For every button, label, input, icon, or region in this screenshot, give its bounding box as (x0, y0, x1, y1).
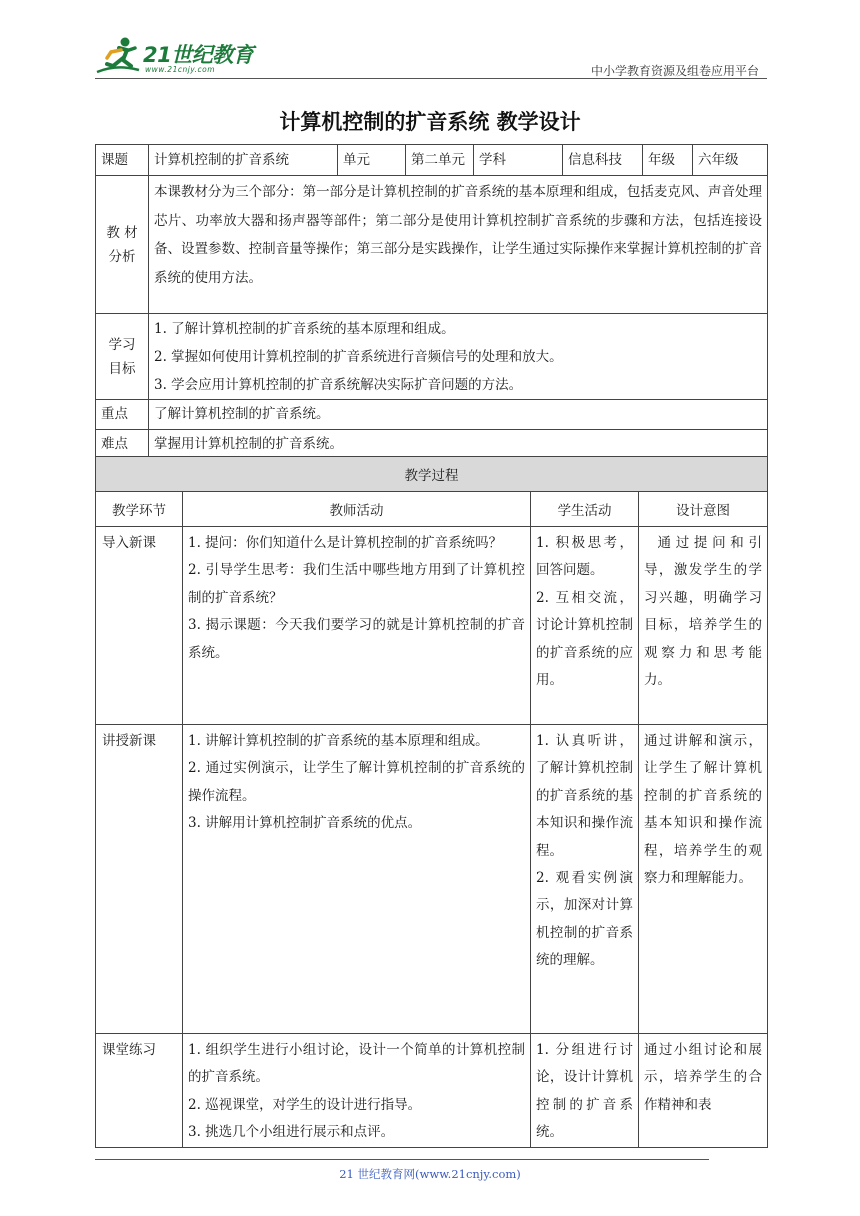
teaching-process-table (95, 456, 768, 1148)
student-activity (531, 527, 639, 725)
goal-item: 3. 学会应用计算机控制的扩音系统解决实际扩音问题的方法。 (154, 377, 523, 393)
student-activity (531, 725, 639, 1034)
grade-value: 六年级 (693, 145, 768, 176)
goal-item: 2. 掌握如何使用计算机控制的扩音系统进行音频信号的处理和放大。 (154, 349, 563, 365)
column-header-stage: 教学环节 (96, 492, 183, 527)
student-activity (531, 1034, 639, 1148)
activity-item: 1. 提问：你们知道什么是计算机控制的扩音系统吗？ (188, 535, 503, 551)
column-header-teacher: 教师活动 (183, 492, 531, 527)
goal-item: 1. 了解计算机控制的扩音系统的基本原理和组成。 (154, 321, 455, 337)
process-band-header: 教学过程 (96, 457, 768, 492)
subject-value: 信息科技 (563, 145, 643, 176)
table-row (96, 725, 768, 1034)
activity-item: 1. 讲解计算机控制的扩音系统的基本原理和组成。 (188, 733, 489, 749)
activity-item: 1. 组织学生进行小组讨论，设计一个简单的计算机控制的扩音系统。 (188, 1042, 525, 1086)
activity-item: 2. 通过实例演示，让学生了解计算机控制的扩音系统的操作流程。 (188, 760, 525, 804)
stage-name: 课堂练习 (96, 1034, 183, 1148)
activity-item: 3. 揭示课题：今天我们要学习的就是计算机控制的扩音系统。 (188, 617, 525, 661)
grade-label: 年级 (643, 145, 693, 176)
activity-item: 2. 巡视课堂，对学生的设计进行指导。 (188, 1096, 422, 1113)
activity-item: 3. 讲解用计算机控制扩音系统的优点。 (188, 815, 422, 832)
table-row (96, 1034, 768, 1148)
runner-logo-icon (95, 36, 141, 76)
teacher-activity (183, 725, 531, 1034)
teacher-activity (183, 527, 531, 725)
activity-item: 1. 认真听讲，了解计算机控制的扩音系统的基本知识和操作流程。 (536, 733, 633, 859)
activity-item: 2. 引导学生思考：我们生活中哪些地方用到了计算机控制的扩音系统？ (188, 562, 525, 606)
activity-item: 2. 观看实例演示，加深对计算机控制的扩音系统的理解。 (536, 870, 633, 969)
stage-name: 讲授新课 (96, 725, 183, 1034)
key-point-label: 重点 (96, 400, 149, 430)
page-header (95, 30, 767, 80)
platform-name: 中小学教育资源及组卷应用平台 (590, 64, 759, 78)
material-label: 教 材 分析 (96, 176, 149, 314)
column-header-student: 学生活动 (531, 492, 639, 527)
activity-item: 2. 互相交流，讨论计算机控制的扩音系统的应用。 (536, 589, 633, 689)
course-info-table (95, 144, 768, 459)
document-title: 计算机控制的扩音系统 教学设计 (279, 110, 581, 134)
logo-url: www.21cnjy.com (145, 65, 216, 74)
column-header-intent: 设计意图 (639, 492, 768, 527)
activity-item: 1. 积极思考，回答问题。 (536, 535, 633, 579)
course-value: 计算机控制的扩音系统 (149, 145, 338, 176)
learning-goals (149, 314, 768, 400)
stage-name: 导入新课 (96, 527, 183, 725)
activity-item: 1. 分组进行讨论，设计计算机控制的扩音系统。 (536, 1042, 633, 1141)
activity-item: 3. 挑选几个小组进行展示和点评。 (188, 1124, 395, 1141)
site-logo[interactable] (95, 36, 255, 76)
material-analysis-text: 本课教材分为三个部分：第一部分是计算机控制的扩音系统的基本原理和组成，包括麦克风、声音处理芯片、功率放大器和扬声器等部件；第二部分是使用计算机控制扩音系统的步骤和方法，包括连接设备、设置参数、控制音量等操作；第三部分是实践操作，让学生通过实际操作来掌握计算机控制的扩音系统的使用方法。 (149, 176, 768, 314)
header-divider (95, 78, 767, 79)
design-intent: 通过讲解和演示，让学生了解计算机控制的扩音系统的基本知识和操作流程，培养学生的观察力和理解能力。 (639, 725, 768, 1034)
logo-text: 21世纪教育 (143, 43, 254, 67)
difficult-point-value: 掌握用计算机控制的扩音系统。 (149, 429, 768, 459)
design-intent: 通过小组讨论和展示，培养学生的合作精神和表 (639, 1034, 768, 1148)
footer-divider (95, 1159, 709, 1160)
teacher-activity (183, 1034, 531, 1148)
subject-label: 学科 (474, 145, 563, 176)
unit-label: 单元 (338, 145, 406, 176)
key-point-value: 了解计算机控制的扩音系统。 (149, 400, 768, 430)
design-intent: 通过提问和引导，激发学生的学习兴趣，明确学习目标，培养学生的观察力和思考能力。 (639, 527, 768, 725)
goals-label: 学习 目标 (96, 314, 149, 400)
difficult-point-label: 难点 (96, 429, 149, 459)
course-label: 课题 (96, 145, 149, 176)
unit-value: 第二单元 (406, 145, 474, 176)
footer-link[interactable]: 21 世纪教育网(www.21cnjy.com) (339, 1167, 521, 1181)
table-row (96, 527, 768, 725)
